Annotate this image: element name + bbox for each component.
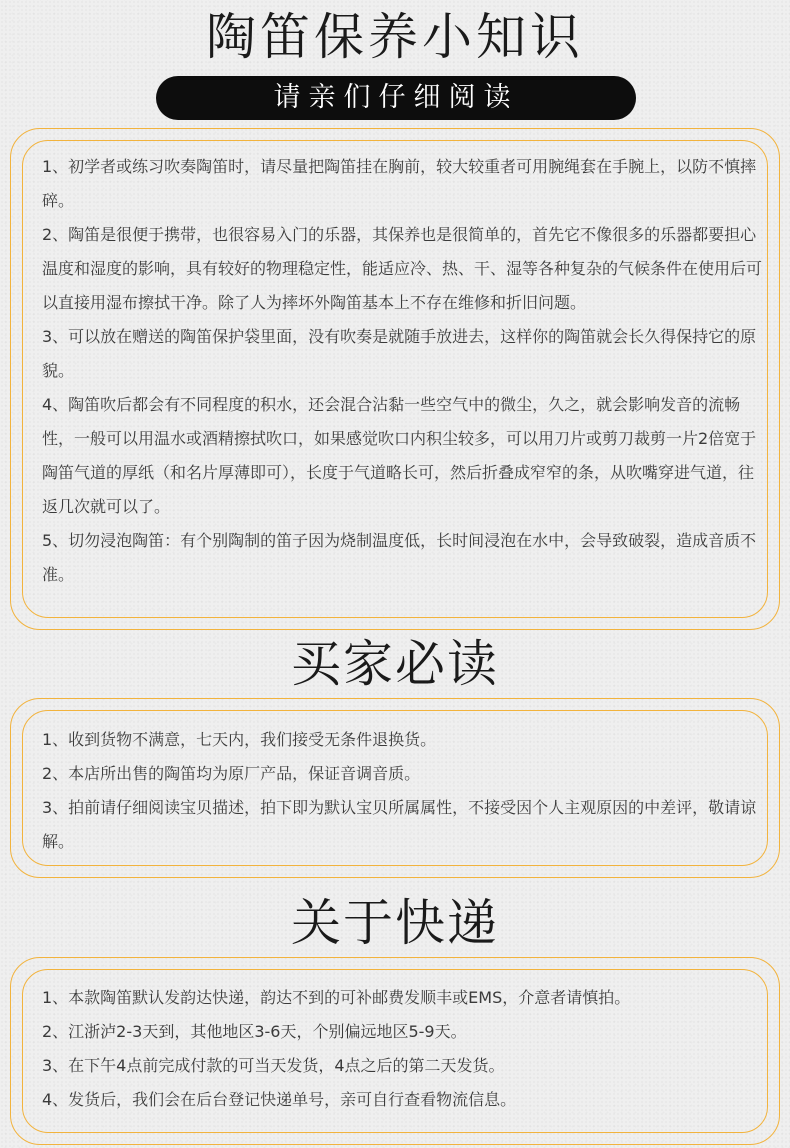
subtitle-text: 请亲们仔细阅读	[273, 82, 519, 113]
care-tip-item: 4、陶笛吹后都会有不同程度的积水，还会混合沾黏一些空气中的微尘，久之，就会影响发音的流畅性，一般可以用温水或酒精擦拭吹口，如果感觉吹口内积尘较多，可以用刀片或剪刀裁剪一片2倍宽于陶笛气道的厚纸（和名片厚薄即可），长度于气道略长可，然后折叠成窄窄的条，从吹嘴穿进气道，往返几次就可以了。	[42, 395, 757, 516]
buyer-note-item: 3、拍前请仔细阅读宝贝描述，拍下即为默认宝贝所属属性，不接受因个人主观原因的中差评，敬请谅解。	[42, 798, 757, 851]
care-tip-item: 1、初学者或练习吹奏陶笛时，请尽量把陶笛挂在胸前，较大较重者可用腕绳套在手腕上，以防不慎摔碎。	[42, 157, 757, 210]
delivery-note-item: 2、江浙泸2-3天到，其他地区3-6天，个别偏远地区5-9天。	[42, 1022, 467, 1041]
subtitle-banner	[156, 76, 636, 120]
page-title: 陶笛保养小知识	[206, 8, 584, 66]
buyer-note-item: 2、本店所出售的陶笛均为原厂产品，保证音调音质。	[42, 764, 421, 783]
care-tip-item: 3、可以放在赠送的陶笛保护袋里面，没有吹奏是就随手放进去，这样你的陶笛就会长久得保持它的原貌。	[42, 327, 757, 380]
buyer-note-item: 1、收到货物不满意，七天内，我们接受无条件退换货。	[42, 730, 437, 749]
delivery-section-title: 关于快递	[291, 894, 499, 952]
delivery-note-item: 3、在下午4点前完成付款的可当天发货，4点之后的第二天发货。	[42, 1056, 505, 1075]
care-tips-list	[42, 150, 762, 592]
buyer-notes-list	[42, 723, 762, 859]
delivery-note-item: 4、发货后，我们会在后台登记快递单号，亲可自行查看物流信息。	[42, 1090, 517, 1109]
delivery-notes-list	[42, 981, 762, 1117]
delivery-note-item: 1、本款陶笛默认发韵达快递，韵达不到的可补邮费发顺丰或EMS，介意者请慎拍。	[42, 988, 631, 1007]
buyer-section-title: 买家必读	[291, 635, 499, 693]
care-tip-item: 2、陶笛是很便于携带，也很容易入门的乐器，其保养也是很简单的，首先它不像很多的乐器都要担心温度和湿度的影响，具有较好的物理稳定性，能适应冷、热、干、湿等各种复杂的气候条件在使用后可以直接用湿布擦拭干净。除了人为摔坏外陶笛基本上不存在维修和折旧问题。	[42, 225, 763, 312]
care-tip-item: 5、切勿浸泡陶笛：有个别陶制的笛子因为烧制温度低，长时间浸泡在水中，会导致破裂，造成音质不准。	[42, 531, 757, 584]
